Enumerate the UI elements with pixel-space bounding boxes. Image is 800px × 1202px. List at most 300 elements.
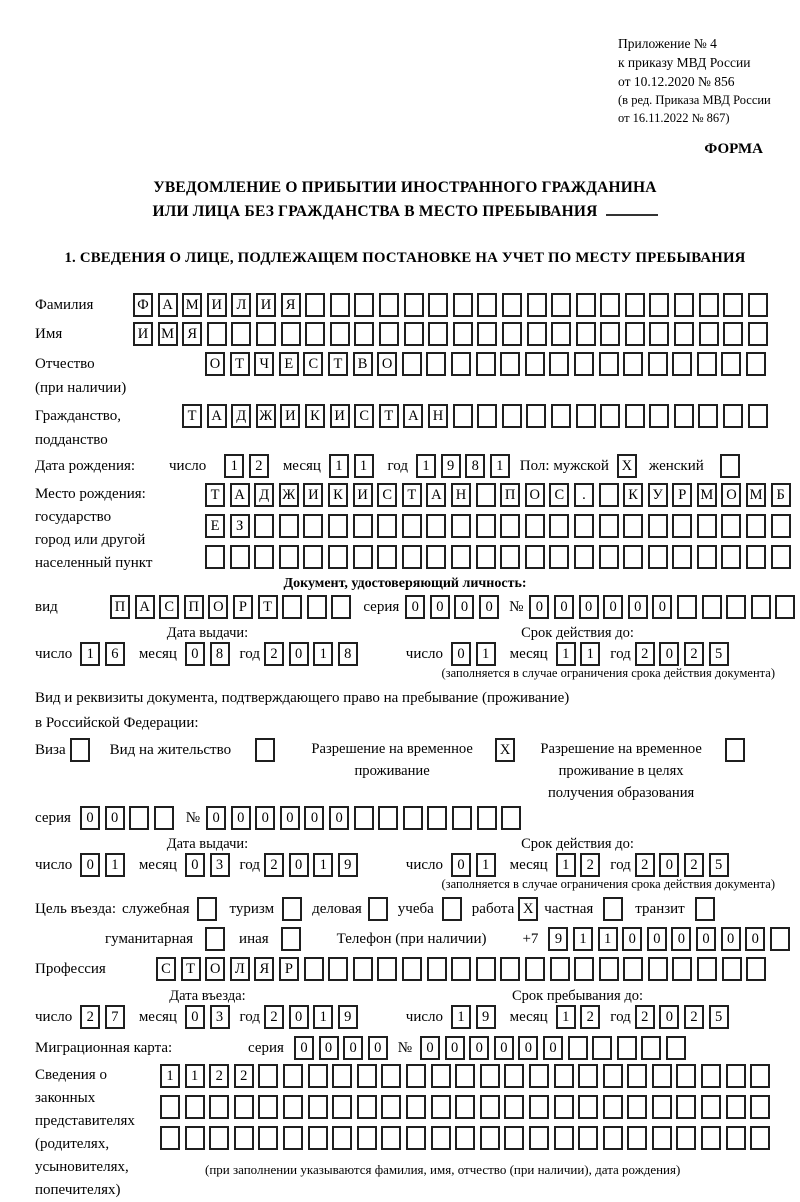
char-box[interactable] xyxy=(750,1064,770,1088)
char-box[interactable]: 9 xyxy=(338,1005,358,1029)
char-box[interactable] xyxy=(697,514,717,538)
char-box[interactable] xyxy=(529,1126,549,1150)
char-box[interactable]: У xyxy=(648,483,668,507)
char-box[interactable]: А xyxy=(426,483,446,507)
char-box[interactable]: К xyxy=(305,404,325,428)
char-box[interactable]: Р xyxy=(233,595,253,619)
char-box[interactable]: О xyxy=(721,483,741,507)
char-box[interactable]: 0 xyxy=(451,853,471,877)
char-box[interactable]: О xyxy=(377,352,397,376)
char-box[interactable] xyxy=(283,1095,303,1119)
char-box[interactable]: 1 xyxy=(451,1005,471,1029)
char-box[interactable] xyxy=(476,957,496,981)
char-box[interactable] xyxy=(551,322,571,346)
char-box[interactable] xyxy=(185,1126,205,1150)
char-box[interactable] xyxy=(353,514,373,538)
char-box[interactable] xyxy=(281,927,301,951)
char-box[interactable] xyxy=(377,545,397,569)
char-box[interactable]: 0 xyxy=(80,853,100,877)
char-box[interactable] xyxy=(379,293,399,317)
char-box[interactable] xyxy=(308,1095,328,1119)
char-box[interactable] xyxy=(599,352,619,376)
char-box[interactable]: 0 xyxy=(255,806,275,830)
char-box[interactable]: 0 xyxy=(289,853,309,877)
char-box[interactable] xyxy=(652,1064,672,1088)
char-box[interactable]: 0 xyxy=(304,806,324,830)
char-box[interactable] xyxy=(377,514,397,538)
char-box[interactable]: П xyxy=(110,595,130,619)
char-box[interactable] xyxy=(676,1095,696,1119)
char-box[interactable] xyxy=(307,595,327,619)
char-box[interactable] xyxy=(746,514,766,538)
char-box[interactable] xyxy=(431,1126,451,1150)
char-box[interactable]: Е xyxy=(205,514,225,538)
char-box[interactable]: И xyxy=(353,483,373,507)
char-box[interactable]: И xyxy=(330,404,350,428)
char-box[interactable]: П xyxy=(184,595,204,619)
char-box[interactable] xyxy=(771,545,791,569)
char-box[interactable] xyxy=(672,352,692,376)
char-box[interactable] xyxy=(649,293,669,317)
char-box[interactable]: 2 xyxy=(264,642,284,666)
char-box[interactable] xyxy=(722,957,742,981)
char-box[interactable] xyxy=(578,1126,598,1150)
char-box[interactable]: 0 xyxy=(405,595,425,619)
char-box[interactable]: П xyxy=(500,483,520,507)
char-box[interactable] xyxy=(197,897,217,921)
char-box[interactable]: 0 xyxy=(479,595,499,619)
char-box[interactable] xyxy=(308,1064,328,1088)
char-box[interactable]: 0 xyxy=(469,1036,489,1060)
char-box[interactable] xyxy=(603,1095,623,1119)
char-box[interactable]: В xyxy=(353,352,373,376)
char-box[interactable] xyxy=(574,957,594,981)
char-box[interactable] xyxy=(599,957,619,981)
char-box[interactable]: 2 xyxy=(580,853,600,877)
char-box[interactable]: 1 xyxy=(80,642,100,666)
char-box[interactable] xyxy=(305,293,325,317)
char-box[interactable] xyxy=(701,1095,721,1119)
char-box[interactable] xyxy=(160,1126,180,1150)
char-box[interactable]: А xyxy=(230,483,250,507)
char-box[interactable] xyxy=(672,957,692,981)
char-box[interactable]: Д xyxy=(231,404,251,428)
char-box[interactable] xyxy=(480,1095,500,1119)
char-box[interactable]: X xyxy=(617,454,637,478)
char-box[interactable]: 2 xyxy=(635,642,655,666)
char-box[interactable]: А xyxy=(403,404,423,428)
char-box[interactable]: 1 xyxy=(160,1064,180,1088)
char-box[interactable] xyxy=(477,806,497,830)
char-box[interactable]: 8 xyxy=(465,454,485,478)
char-box[interactable]: О xyxy=(208,595,228,619)
char-box[interactable] xyxy=(332,1064,352,1088)
char-box[interactable] xyxy=(452,806,472,830)
char-box[interactable] xyxy=(576,293,596,317)
char-box[interactable]: 2 xyxy=(684,853,704,877)
char-box[interactable]: Т xyxy=(328,352,348,376)
char-box[interactable] xyxy=(378,806,398,830)
char-box[interactable] xyxy=(677,595,697,619)
char-box[interactable] xyxy=(641,1036,661,1060)
char-box[interactable] xyxy=(283,1126,303,1150)
char-box[interactable] xyxy=(529,1064,549,1088)
char-box[interactable] xyxy=(357,1064,377,1088)
char-box[interactable] xyxy=(328,957,348,981)
char-box[interactable] xyxy=(600,404,620,428)
char-box[interactable] xyxy=(576,404,596,428)
char-box[interactable] xyxy=(129,806,149,830)
char-box[interactable] xyxy=(702,595,722,619)
char-box[interactable]: . xyxy=(574,483,594,507)
char-box[interactable] xyxy=(451,352,471,376)
char-box[interactable]: 0 xyxy=(652,595,672,619)
char-box[interactable] xyxy=(695,897,715,921)
char-box[interactable] xyxy=(477,293,497,317)
char-box[interactable]: 0 xyxy=(445,1036,465,1060)
char-box[interactable] xyxy=(527,322,547,346)
char-box[interactable] xyxy=(578,1095,598,1119)
char-box[interactable]: 0 xyxy=(368,1036,388,1060)
char-box[interactable]: 1 xyxy=(313,1005,333,1029)
char-box[interactable]: 1 xyxy=(490,454,510,478)
char-box[interactable] xyxy=(748,404,768,428)
char-box[interactable] xyxy=(431,1064,451,1088)
char-box[interactable]: А xyxy=(158,293,178,317)
char-box[interactable] xyxy=(453,322,473,346)
char-box[interactable] xyxy=(353,957,373,981)
char-box[interactable]: 1 xyxy=(185,1064,205,1088)
char-box[interactable]: 0 xyxy=(294,1036,314,1060)
char-box[interactable]: 0 xyxy=(289,1005,309,1029)
char-box[interactable] xyxy=(279,545,299,569)
char-box[interactable] xyxy=(451,545,471,569)
char-box[interactable] xyxy=(442,897,462,921)
char-box[interactable]: 0 xyxy=(671,927,691,951)
char-box[interactable] xyxy=(617,1036,637,1060)
char-box[interactable]: И xyxy=(280,404,300,428)
char-box[interactable]: 1 xyxy=(224,454,244,478)
char-box[interactable] xyxy=(625,404,645,428)
char-box[interactable] xyxy=(549,514,569,538)
char-box[interactable]: Я xyxy=(254,957,274,981)
char-box[interactable] xyxy=(279,514,299,538)
char-box[interactable] xyxy=(549,352,569,376)
char-box[interactable] xyxy=(428,322,448,346)
char-box[interactable] xyxy=(455,1095,475,1119)
char-box[interactable] xyxy=(502,404,522,428)
char-box[interactable] xyxy=(698,404,718,428)
char-box[interactable] xyxy=(330,293,350,317)
char-box[interactable] xyxy=(770,927,790,951)
char-box[interactable] xyxy=(652,1095,672,1119)
char-box[interactable] xyxy=(750,1095,770,1119)
char-box[interactable]: 2 xyxy=(684,1005,704,1029)
char-box[interactable]: 5 xyxy=(709,853,729,877)
char-box[interactable]: 0 xyxy=(105,806,125,830)
char-box[interactable] xyxy=(205,927,225,951)
char-box[interactable]: Ж xyxy=(256,404,276,428)
char-box[interactable] xyxy=(625,322,645,346)
char-box[interactable] xyxy=(258,1064,278,1088)
char-box[interactable] xyxy=(603,1126,623,1150)
char-box[interactable] xyxy=(453,404,473,428)
char-box[interactable] xyxy=(726,1064,746,1088)
char-box[interactable] xyxy=(209,1095,229,1119)
char-box[interactable]: 0 xyxy=(185,642,205,666)
char-box[interactable] xyxy=(699,293,719,317)
char-box[interactable]: 1 xyxy=(354,454,374,478)
char-box[interactable] xyxy=(748,322,768,346)
char-box[interactable]: 0 xyxy=(206,806,226,830)
char-box[interactable] xyxy=(627,1095,647,1119)
char-box[interactable] xyxy=(701,1126,721,1150)
char-box[interactable]: О xyxy=(205,957,225,981)
char-box[interactable]: 0 xyxy=(185,1005,205,1029)
char-box[interactable]: Н xyxy=(451,483,471,507)
char-box[interactable] xyxy=(282,595,302,619)
char-box[interactable] xyxy=(258,1095,278,1119)
char-box[interactable]: Ф xyxy=(133,293,153,317)
char-box[interactable]: Т xyxy=(181,957,201,981)
char-box[interactable]: И xyxy=(207,293,227,317)
char-box[interactable]: К xyxy=(328,483,348,507)
char-box[interactable] xyxy=(451,514,471,538)
char-box[interactable]: 0 xyxy=(289,642,309,666)
char-box[interactable]: А xyxy=(135,595,155,619)
char-box[interactable] xyxy=(283,1064,303,1088)
char-box[interactable] xyxy=(406,1095,426,1119)
char-box[interactable] xyxy=(725,738,745,762)
char-box[interactable] xyxy=(428,293,448,317)
char-box[interactable] xyxy=(70,738,90,762)
char-box[interactable] xyxy=(185,1095,205,1119)
char-box[interactable]: О xyxy=(205,352,225,376)
char-box[interactable] xyxy=(354,806,374,830)
char-box[interactable] xyxy=(354,293,374,317)
char-box[interactable] xyxy=(649,404,669,428)
char-box[interactable]: Е xyxy=(279,352,299,376)
char-box[interactable] xyxy=(353,545,373,569)
char-box[interactable] xyxy=(357,1095,377,1119)
char-box[interactable]: 2 xyxy=(264,853,284,877)
char-box[interactable]: 0 xyxy=(659,1005,679,1029)
char-box[interactable] xyxy=(549,545,569,569)
char-box[interactable]: 0 xyxy=(280,806,300,830)
char-box[interactable]: С xyxy=(159,595,179,619)
char-box[interactable] xyxy=(502,293,522,317)
char-box[interactable]: И xyxy=(133,322,153,346)
char-box[interactable] xyxy=(476,483,496,507)
char-box[interactable] xyxy=(627,1064,647,1088)
char-box[interactable]: 0 xyxy=(543,1036,563,1060)
char-box[interactable] xyxy=(477,322,497,346)
char-box[interactable]: 0 xyxy=(603,595,623,619)
char-box[interactable] xyxy=(402,957,422,981)
char-box[interactable] xyxy=(455,1064,475,1088)
char-box[interactable]: О xyxy=(525,483,545,507)
char-box[interactable] xyxy=(357,1126,377,1150)
char-box[interactable] xyxy=(377,957,397,981)
char-box[interactable] xyxy=(504,1064,524,1088)
char-box[interactable]: 1 xyxy=(556,1005,576,1029)
char-box[interactable] xyxy=(525,514,545,538)
char-box[interactable] xyxy=(699,322,719,346)
char-box[interactable] xyxy=(726,1126,746,1150)
char-box[interactable] xyxy=(500,352,520,376)
char-box[interactable] xyxy=(426,545,446,569)
char-box[interactable] xyxy=(603,897,623,921)
char-box[interactable]: 0 xyxy=(554,595,574,619)
char-box[interactable]: 0 xyxy=(745,927,765,951)
char-box[interactable] xyxy=(568,1036,588,1060)
char-box[interactable] xyxy=(551,404,571,428)
char-box[interactable]: 7 xyxy=(105,1005,125,1029)
char-box[interactable] xyxy=(600,322,620,346)
char-box[interactable] xyxy=(500,545,520,569)
char-box[interactable]: 0 xyxy=(343,1036,363,1060)
char-box[interactable]: Т xyxy=(379,404,399,428)
char-box[interactable] xyxy=(525,545,545,569)
char-box[interactable]: 1 xyxy=(556,853,576,877)
char-box[interactable] xyxy=(554,1126,574,1150)
char-box[interactable]: 5 xyxy=(709,1005,729,1029)
char-box[interactable] xyxy=(501,806,521,830)
char-box[interactable]: 3 xyxy=(210,1005,230,1029)
char-box[interactable] xyxy=(697,545,717,569)
char-box[interactable] xyxy=(674,404,694,428)
char-box[interactable]: 1 xyxy=(313,853,333,877)
char-box[interactable] xyxy=(154,806,174,830)
char-box[interactable] xyxy=(426,514,446,538)
char-box[interactable] xyxy=(746,352,766,376)
char-box[interactable] xyxy=(500,514,520,538)
char-box[interactable] xyxy=(648,545,668,569)
char-box[interactable] xyxy=(256,322,276,346)
char-box[interactable] xyxy=(527,293,547,317)
char-box[interactable]: С xyxy=(549,483,569,507)
char-box[interactable] xyxy=(525,957,545,981)
char-box[interactable]: 0 xyxy=(622,927,642,951)
char-box[interactable] xyxy=(721,545,741,569)
char-box[interactable]: 6 xyxy=(105,642,125,666)
char-box[interactable] xyxy=(554,1095,574,1119)
char-box[interactable] xyxy=(599,514,619,538)
char-box[interactable] xyxy=(303,545,323,569)
char-box[interactable] xyxy=(331,595,351,619)
char-box[interactable] xyxy=(551,293,571,317)
char-box[interactable] xyxy=(723,404,743,428)
char-box[interactable]: 1 xyxy=(329,454,349,478)
char-box[interactable]: 0 xyxy=(579,595,599,619)
char-box[interactable] xyxy=(476,352,496,376)
char-box[interactable] xyxy=(402,545,422,569)
char-box[interactable]: М xyxy=(158,322,178,346)
char-box[interactable] xyxy=(304,957,324,981)
char-box[interactable] xyxy=(649,322,669,346)
char-box[interactable]: М xyxy=(746,483,766,507)
char-box[interactable]: М xyxy=(182,293,202,317)
char-box[interactable] xyxy=(574,352,594,376)
char-box[interactable] xyxy=(554,1064,574,1088)
char-box[interactable]: И xyxy=(256,293,276,317)
char-box[interactable]: 1 xyxy=(476,642,496,666)
char-box[interactable] xyxy=(574,545,594,569)
char-box[interactable]: 0 xyxy=(420,1036,440,1060)
char-box[interactable] xyxy=(771,514,791,538)
char-box[interactable]: 5 xyxy=(709,642,729,666)
char-box[interactable] xyxy=(648,957,668,981)
char-box[interactable] xyxy=(332,1095,352,1119)
char-box[interactable] xyxy=(234,1126,254,1150)
char-box[interactable]: 9 xyxy=(441,454,461,478)
char-box[interactable]: 1 xyxy=(416,454,436,478)
char-box[interactable] xyxy=(623,514,643,538)
char-box[interactable] xyxy=(330,322,350,346)
char-box[interactable]: Д xyxy=(254,483,274,507)
char-box[interactable] xyxy=(723,293,743,317)
char-box[interactable]: 0 xyxy=(185,853,205,877)
char-box[interactable]: И xyxy=(303,483,323,507)
char-box[interactable] xyxy=(623,352,643,376)
char-box[interactable] xyxy=(504,1126,524,1150)
char-box[interactable] xyxy=(652,1126,672,1150)
char-box[interactable]: Т xyxy=(230,352,250,376)
char-box[interactable] xyxy=(576,322,596,346)
char-box[interactable] xyxy=(303,514,323,538)
char-box[interactable] xyxy=(625,293,645,317)
char-box[interactable]: 2 xyxy=(635,853,655,877)
char-box[interactable] xyxy=(402,352,422,376)
char-box[interactable]: Т xyxy=(182,404,202,428)
char-box[interactable]: X xyxy=(495,738,515,762)
char-box[interactable] xyxy=(207,322,227,346)
char-box[interactable] xyxy=(404,322,424,346)
char-box[interactable]: 0 xyxy=(430,595,450,619)
char-box[interactable] xyxy=(525,352,545,376)
char-box[interactable]: Я xyxy=(182,322,202,346)
char-box[interactable]: 2 xyxy=(249,454,269,478)
char-box[interactable]: 0 xyxy=(454,595,474,619)
char-box[interactable]: 9 xyxy=(338,853,358,877)
char-box[interactable] xyxy=(160,1095,180,1119)
char-box[interactable] xyxy=(600,293,620,317)
char-box[interactable]: 9 xyxy=(548,927,568,951)
char-box[interactable]: З xyxy=(230,514,250,538)
char-box[interactable] xyxy=(701,1064,721,1088)
char-box[interactable] xyxy=(451,957,471,981)
char-box[interactable] xyxy=(592,1036,612,1060)
char-box[interactable] xyxy=(205,545,225,569)
char-box[interactable] xyxy=(648,514,668,538)
char-box[interactable] xyxy=(354,322,374,346)
char-box[interactable]: 2 xyxy=(264,1005,284,1029)
char-box[interactable]: 2 xyxy=(684,642,704,666)
char-box[interactable] xyxy=(427,806,447,830)
char-box[interactable] xyxy=(748,293,768,317)
char-box[interactable]: Я xyxy=(281,293,301,317)
char-box[interactable]: Л xyxy=(231,293,251,317)
char-box[interactable] xyxy=(209,1126,229,1150)
char-box[interactable] xyxy=(697,352,717,376)
char-box[interactable] xyxy=(254,514,274,538)
char-box[interactable]: А xyxy=(207,404,227,428)
char-box[interactable] xyxy=(480,1064,500,1088)
char-box[interactable]: Т xyxy=(402,483,422,507)
char-box[interactable] xyxy=(427,957,447,981)
char-box[interactable]: 0 xyxy=(628,595,648,619)
char-box[interactable] xyxy=(328,545,348,569)
